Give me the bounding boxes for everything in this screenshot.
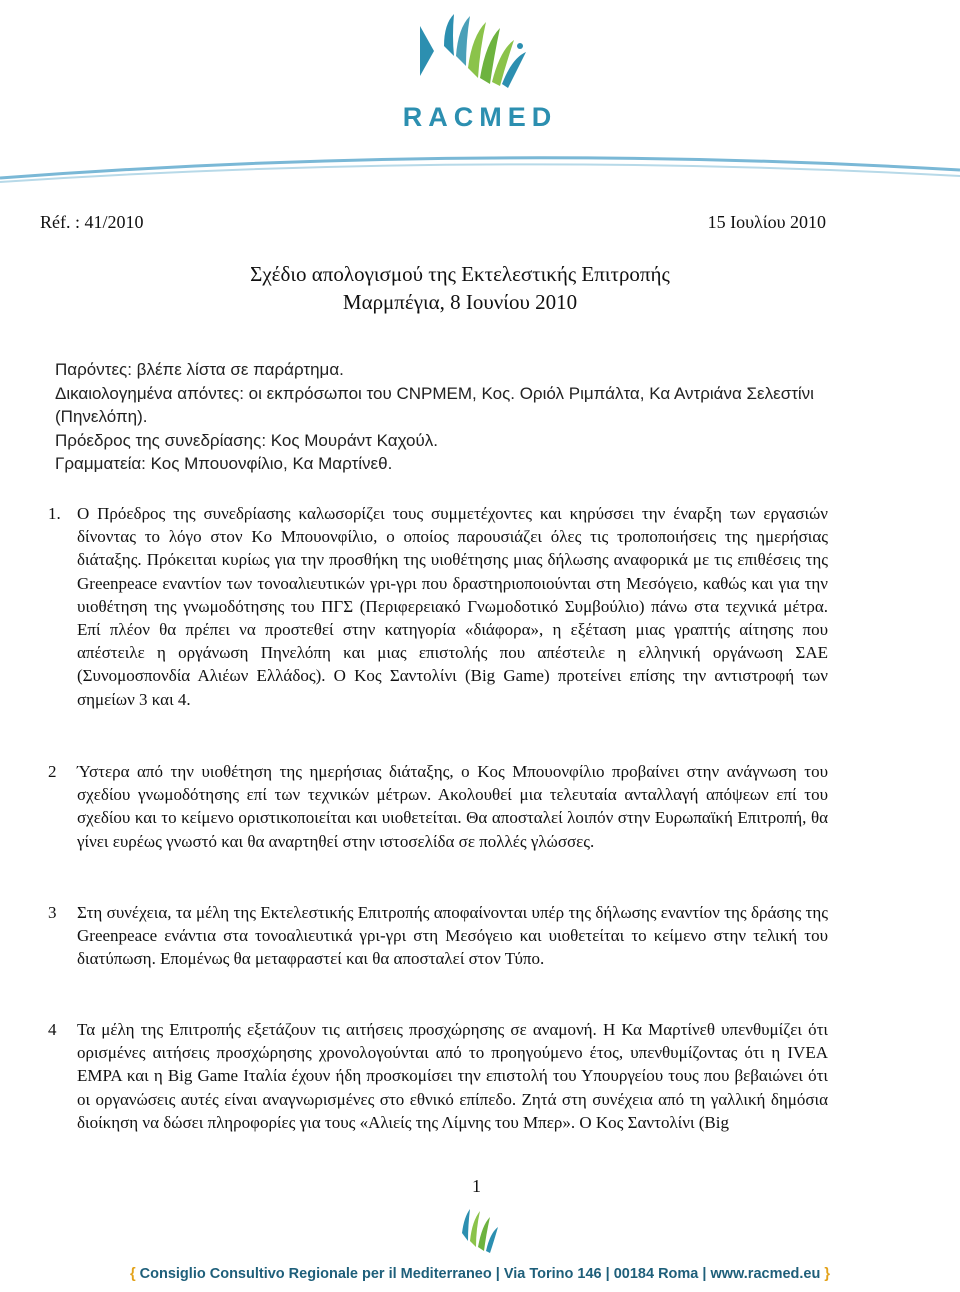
document-title bbox=[0, 260, 920, 316]
racmed-logo bbox=[380, 6, 580, 134]
agenda-item-3 bbox=[48, 901, 828, 971]
agenda-item-2 bbox=[48, 760, 828, 853]
title-line-2: Μαρμπέγια, 8 Ιουνίου 2010 bbox=[342, 290, 578, 314]
footer-fish-icon bbox=[456, 1203, 504, 1255]
meeting-secretary: Γραμματεία: Κος Μπουονφίλιο, Κα Μαρτίνεθ. bbox=[55, 454, 393, 473]
page-number: 1 bbox=[472, 1176, 481, 1196]
footer-open-brace: { bbox=[129, 1266, 136, 1282]
footer-address bbox=[0, 1266, 960, 1282]
item-text: Τα μέλη της Επιτροπής εξετάζουν τις αιτήσεις προσχώρησης σε αναμονή. Η Κα Μαρτίνεθ υπενθυμίζει ότι ορισμένες αιτήσεις προσχώρησης χρονολογούνται από το προηγούμενο έτος, υπενθυμίζοντας ότι η IVEA EMPA και η Big Game Ιταλία έχουν ήδη προσκομίσει την επιστολή του Υπουργείου τους που βεβαιώνει ότι οι οργανώσεις αυτές είναι αναγνωρισμένες στο εθνικό επίπεδο. Ζητά στη συνέχεια από τη γαλλική δημόσια διοίκηση να δώσει πληροφορίες για τους «Αλιείς της Λίμνης του Μπερ». Ο Κος Σαντολίνι (Big bbox=[77, 1020, 828, 1132]
attendees-excused: Δικαιολογημένα απόντες: οι εκπρόσωποι του CNPMEM, Κος. Οριόλ Ριμπάλτα, Κα Αντριάνα Σελεστίνι (Πηνελόπη). bbox=[55, 383, 814, 426]
header-swoosh-divider bbox=[0, 150, 960, 190]
item-text: Ο Πρόεδρος της συνεδρίασης καλωσορίζει τους συμμετέχοντες και κηρύσσει την έναρξη των εργασιών δίνοντας το λόγο στον Κο Μπουονφίλιο, ο οποίος παρουσιάζει όλες τις τροποποιήσεις της ημερήσιας διάταξης. Πρόκειται κυρίως για την προσθήκη της υιοθέτησης μιας δήλωσης αναφορικά με τις επιθέσεις της Greenpeace εναντίον των τονοαλιευτικών γρι-γρι που δραστηριοποιούνται στη Μεσόγειο, καθώς και για την υιοθέτηση της γνωμοδότησης του ΠΓΣ (Περιφερειακό Γνωμοδοτικό Συμβούλιο) πάνω στα τεχνικά μέτρα. Επί πλέον θα πρέπει να προστεθεί στην κατηγορία «διάφορα», η εξέταση μιας γραπτής αίτησης που απέστειλε η οργάνωση Πηνελόπη και μιας επιστολής που απέστειλε η ελληνική οργάνωση ΣΑΕ (Συνομοσπονδία Αλιέων Ελλάδος). Ο Κος Σαντολίνι (Big Game) προτείνει επίσης την αντιστροφή των σημείων 3 και 4. bbox=[77, 504, 828, 709]
attendees-block bbox=[55, 358, 845, 476]
fish-logo-icon bbox=[410, 6, 550, 96]
item-text: Ύστερα από την υιοθέτηση της ημερήσιας διάταξης, ο Κος Μπουονφίλιο προβαίνει στην ανάγνωση του σχεδίου γνωμοδότησης επί των τεχνικών μέτρων. Ακολουθεί μια τελευταία ανταλλαγή απόψεων επί του σχεδίου και το κείμενο οριστικοποιείται και υιοθετείται. Θα αποσταλεί λοιπόν στην Ευρωπαϊκή Επιτροπή, θα γίνει ευρέως γνωστό και θα αναρτηθεί στην ιστοσελίδα σε πολλές γλώσσες. bbox=[77, 762, 828, 851]
item-number: 3 bbox=[48, 903, 57, 922]
footer-text: Consiglio Consultivo Regionale per il Mediterraneo | Via Torino 146 | 00184 Roma | www.racmed.eu bbox=[139, 1266, 821, 1282]
item-number: 4 bbox=[48, 1020, 57, 1039]
reference-number: Réf. : 41/2010 bbox=[40, 212, 144, 232]
item-number: 2 bbox=[48, 762, 57, 781]
attendees-present: Παρόντες: βλέπε λίστα σε παράρτημα. bbox=[55, 360, 344, 379]
item-text: Στη συνέχεια, τα μέλη της Εκτελεστικής Επιτροπής αποφαίνονται υπέρ της δήλωσης εναντίον της δράσης της Greenpeace ενάντια στα τονοαλιευτικά γρι-γρι στη Μεσόγειο και υιοθετείται το κείμενο στην τελική του διατύπωση. Επομένως θα μεταφραστεί και θα αποσταλεί στον Τύπο. bbox=[77, 903, 828, 969]
meeting-chair: Πρόεδρος της συνεδρίασης: Κος Μουράντ Καχούλ. bbox=[55, 430, 439, 450]
agenda-item-1 bbox=[48, 502, 828, 711]
document-date: 15 Ιουλίου 2010 bbox=[707, 212, 826, 232]
item-number: 1. bbox=[48, 504, 61, 523]
logo-text: RACMED bbox=[402, 102, 558, 132]
footer-close-brace: } bbox=[824, 1266, 831, 1282]
agenda-item-4 bbox=[48, 1018, 828, 1134]
title-line-1: Σχέδιο απολογισμού της Εκτελεστικής Επιτροπής bbox=[250, 262, 670, 286]
